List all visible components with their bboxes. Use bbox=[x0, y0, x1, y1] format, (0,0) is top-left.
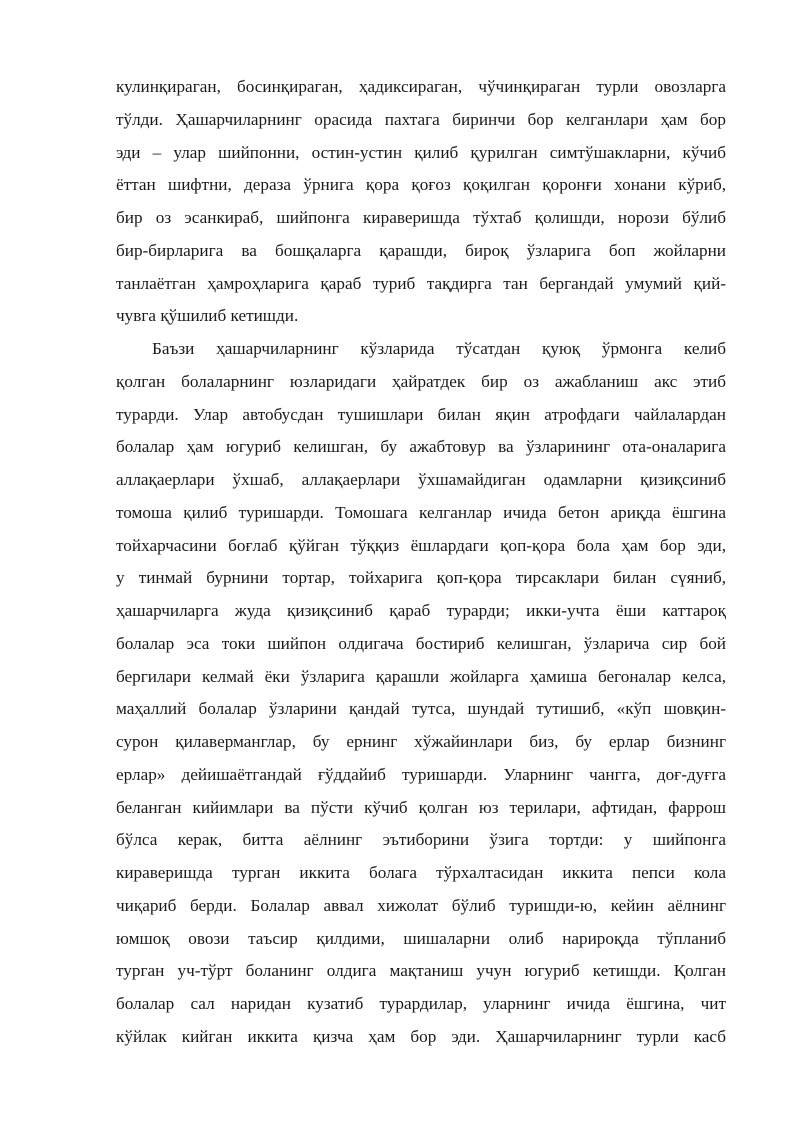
text-line: болалар эса токи шийпон олдигача бостириб келишган, ўзларича сир бой bbox=[116, 633, 726, 653]
text-line: сурон қилаверманглар, бу ернинг хўжайинлари биз, бу ерлар бизнинг bbox=[116, 732, 726, 751]
text-line: ҳашарчиларга жуда қизиқсиниб қараб турарди; икки-учта ёши каттароқ bbox=[116, 601, 726, 620]
text-line: Баъзи ҳашарчиларнинг кўзларида тўсатдан қуюқ ўрмонга келиб bbox=[152, 339, 726, 358]
document-page bbox=[116, 71, 726, 1054]
paragraph-1 bbox=[116, 71, 726, 333]
text-line: маҳаллий болалар ўзларини қандай тутса, шундай тутишиб, «кўп шовқин- bbox=[116, 699, 726, 719]
text-line: кираверишда турган иккита болага тўрхалтасидан иккита пепси кола bbox=[116, 863, 726, 882]
text-line: тўлди. Ҳашарчиларнинг орасида пахтага биринчи бор келганлари ҳам бор bbox=[116, 109, 726, 129]
text-line: чиқариб берди. Болалар аввал хижолат бўлиб туришди-ю, кейин аёлнинг bbox=[116, 895, 726, 915]
text-line: томоша қилиб туришарди. Томошага келганлар ичида бетон ариқда ёшгина bbox=[116, 502, 726, 522]
text-line: кулинқираган, босинқираган, ҳадиксираган, чўчинқираган турли овозларга bbox=[116, 77, 726, 96]
text-line: аллақаерлари ўхшаб, аллақаерлари ўхшамайдиган одамларни қизиқсиниб bbox=[116, 470, 726, 489]
text-line: болалар ҳам югуриб келишган, бу ажабтовур ва ўзларининг ота-оналарига bbox=[116, 437, 726, 457]
text-line: бир-бирларига ва бошқаларга қарашди, бироқ ўзларига боп жойларни bbox=[116, 240, 726, 260]
text-line: бир оз эсанкираб, шийпонга кираверишда тўхтаб қолишди, норози бўлиб bbox=[116, 208, 726, 227]
text-line: чувга қўшилиб кетишди. bbox=[116, 306, 299, 326]
text-line: бергилари келмай ёки ўзларига қарашли жойларга ҳамиша бегоналар келса, bbox=[116, 666, 726, 686]
text-line: тойхарчасини боғлаб қўйган тўққиз ёшлардаги қоп-қора бола ҳам бор эди, bbox=[116, 535, 726, 555]
text-line: ерлар» дейишаётгандай ғўддайиб туришарди. Уларнинг чангга, доғ-дуғга bbox=[116, 764, 726, 784]
text-line: ёттан шифтни, дераза ўрнига қора қоғоз қоқилган қоронғи хонани кўриб, bbox=[116, 175, 726, 195]
text-line: турган уч-тўрт боланинг олдига мақтаниш учун югуриб кетишди. Қолган bbox=[116, 961, 726, 981]
text-line: танлаётган ҳамроҳларига қараб туриб тақдирга тан бергандай умумий қий- bbox=[116, 273, 726, 293]
text-line: болалар сал наридан кузатиб турардилар, уларнинг ичида ёшгина, чит bbox=[116, 994, 726, 1013]
text-line: бўлса керак, битта аёлнинг эътиборини ўзига тортди: у шийпонга bbox=[116, 830, 726, 850]
text-line: у тинмай бурнини тортар, тойхарига қоп-қора тирсаклари билан сүяниб, bbox=[116, 568, 726, 588]
text-line: беланган кийимлари ва пўсти кўчиб қолган юз терилари, афтидан, фаррош bbox=[116, 797, 726, 817]
text-line: қолган болаларнинг юзларидаги ҳайратдек бир оз ажабланиш акс этиб bbox=[116, 371, 726, 391]
paragraph-2 bbox=[116, 333, 726, 1054]
text-line: эди – улар шийпонни, остин-устин қилиб қурилган симтўшакларни, кўчиб bbox=[116, 142, 726, 162]
text-line: юмшоқ овози таъсир қилдими, шишаларни олиб нарироқда тўпланиб bbox=[116, 928, 726, 948]
text-line: кўйлак кийган иккита қизча ҳам бор эди. Ҳашарчиларнинг турли касб bbox=[116, 1026, 726, 1046]
text-line: турарди. Улар автобусдан тушишлари билан яқин атрофдаги чайлалардан bbox=[116, 404, 726, 424]
